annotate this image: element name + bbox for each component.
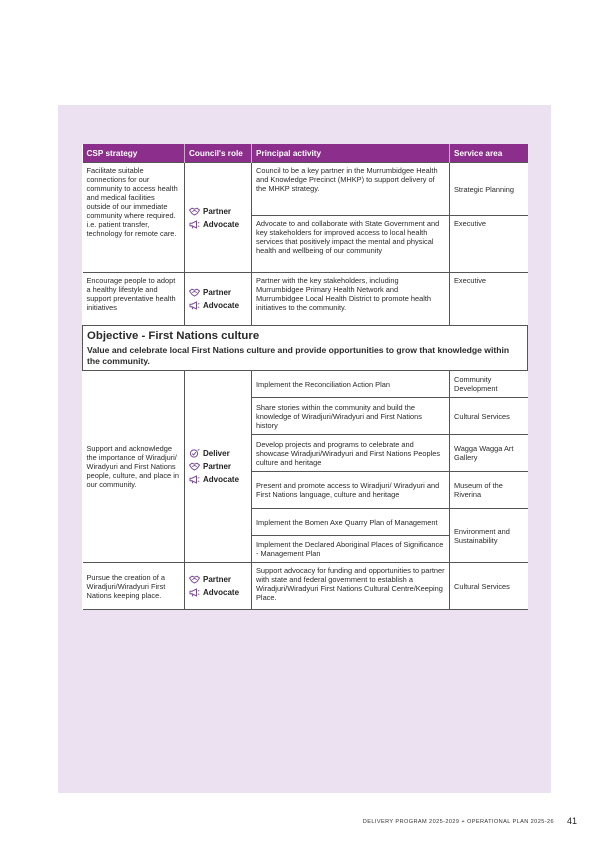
service-cell: Environment and Sustainability xyxy=(450,509,528,563)
activity-cell: Support advocacy for funding and opportunities to partner with state and federal government to establish a Wiradjuri/Wiradyuri First Nations Cultural Centre/Keeping Place. xyxy=(252,563,450,610)
role-label: Advocate xyxy=(203,588,240,597)
service-cell: Cultural Services xyxy=(450,398,528,435)
role-label: Advocate xyxy=(203,475,240,484)
service-cell: Strategic Planning xyxy=(450,163,528,216)
role-partner xyxy=(189,574,247,585)
page-number: 41 xyxy=(567,816,578,826)
roles-cell xyxy=(185,371,252,563)
role-partner xyxy=(189,287,247,298)
header-csp-strategy: CSP strategy xyxy=(83,144,185,163)
service-cell: Community Development xyxy=(450,371,528,398)
objective-row xyxy=(83,326,528,371)
table-row xyxy=(83,371,528,398)
service-cell: Executive xyxy=(450,216,528,273)
activity-cell: Partner with the key stakeholders, including Murrumbidgee Primary Health Network and Murrumbidgee Local Health District to promote health initiatives to the community. xyxy=(252,273,450,326)
handshake-icon xyxy=(189,207,200,216)
activity-cell: Implement the Reconciliation Action Plan xyxy=(252,371,450,398)
activity-cell: Share stories within the community and build the knowledge of Wiradjuri/Wiradyuri and First Nations history xyxy=(252,398,450,435)
footer-document-title: DELIVERY PROGRAM 2025-2029 + OPERATIONAL PLAN 2025-26 xyxy=(362,819,554,825)
service-cell: Museum of the Riverina xyxy=(450,472,528,509)
deliver-icon xyxy=(189,449,200,458)
service-cell: Executive xyxy=(450,273,528,326)
role-label: Advocate xyxy=(203,219,240,229)
handshake-icon xyxy=(189,462,200,471)
role-label: Partner xyxy=(203,462,232,471)
role-deliver xyxy=(189,448,247,459)
megaphone-icon xyxy=(189,475,200,484)
header-principal-activity: Principal activity xyxy=(252,144,450,163)
role-label: Deliver xyxy=(203,449,230,458)
activity-cell: Develop projects and programs to celebrate and showcase Wiradjuri/Wiradyuri and First Nations Peoples culture and heritage xyxy=(252,435,450,472)
activity-cell: Implement the Bomen Axe Quarry Plan of Management xyxy=(252,509,450,536)
header-councils-role: Council's role xyxy=(185,144,252,163)
role-advocate xyxy=(189,300,247,311)
role-label: Advocate xyxy=(203,301,240,310)
objective-subtitle: Value and celebrate local First Nations culture and provide opportunities to grow that knowledge within the community. xyxy=(87,345,510,366)
role-label: Partner xyxy=(203,575,232,584)
megaphone-icon xyxy=(189,220,200,229)
activity-cell: Present and promote access to Wiradjuri/ Wiradyuri and First Nations language, culture and heritage xyxy=(252,472,450,509)
role-label: Partner xyxy=(203,206,232,216)
roles-cell xyxy=(185,163,252,273)
roles-cell xyxy=(185,273,252,326)
megaphone-icon xyxy=(189,301,200,310)
table-row xyxy=(83,563,528,610)
table-row xyxy=(83,163,528,216)
strategy-cell: Facilitate suitable connections for our community to access health and medical facilities outside of our immediate community where required. i.e. patient transfer, technology for remote care. xyxy=(83,163,185,273)
role-label: Partner xyxy=(203,288,232,297)
service-cell: Wagga Wagga Art Gallery xyxy=(450,435,528,472)
objective-band xyxy=(83,326,528,371)
role-advocate xyxy=(189,219,247,230)
header-service-area: Service area xyxy=(450,144,528,163)
role-advocate xyxy=(189,587,247,598)
table-row xyxy=(83,273,528,326)
role-partner xyxy=(189,206,247,217)
roles-cell xyxy=(185,563,252,610)
activity-cell: Implement the Declared Aboriginal Places of Significance - Management Plan xyxy=(252,536,450,563)
role-partner xyxy=(189,461,247,472)
table-header-row xyxy=(83,144,528,163)
service-cell: Cultural Services xyxy=(450,563,528,610)
strategy-cell: Pursue the creation of a Wiradjuri/Wiradyuri First Nations keeping place. xyxy=(83,563,185,610)
activity-cell: Advocate to and collaborate with State Government and key stakeholders for improved access to local health services that positively impact the mental and physical health and wellbeing of our community xyxy=(252,216,450,273)
handshake-icon xyxy=(189,288,200,297)
strategy-cell: Support and acknowledge the importance of Wiradjuri/ Wiradyuri and First Nations people, culture, and place in our community. xyxy=(83,371,185,563)
megaphone-icon xyxy=(189,588,200,597)
role-advocate xyxy=(189,474,247,485)
activity-cell: Council to be a key partner in the Murrumbidgee Health and Knowledge Precinct (MHKP) to support delivery of the MHKP strategy. xyxy=(252,163,450,216)
activities-table xyxy=(82,144,528,610)
strategy-cell: Encourage people to adopt a healthy lifestyle and support preventative health initiatives xyxy=(83,273,185,326)
objective-title: Objective - First Nations culture xyxy=(87,330,260,342)
handshake-icon xyxy=(189,575,200,584)
